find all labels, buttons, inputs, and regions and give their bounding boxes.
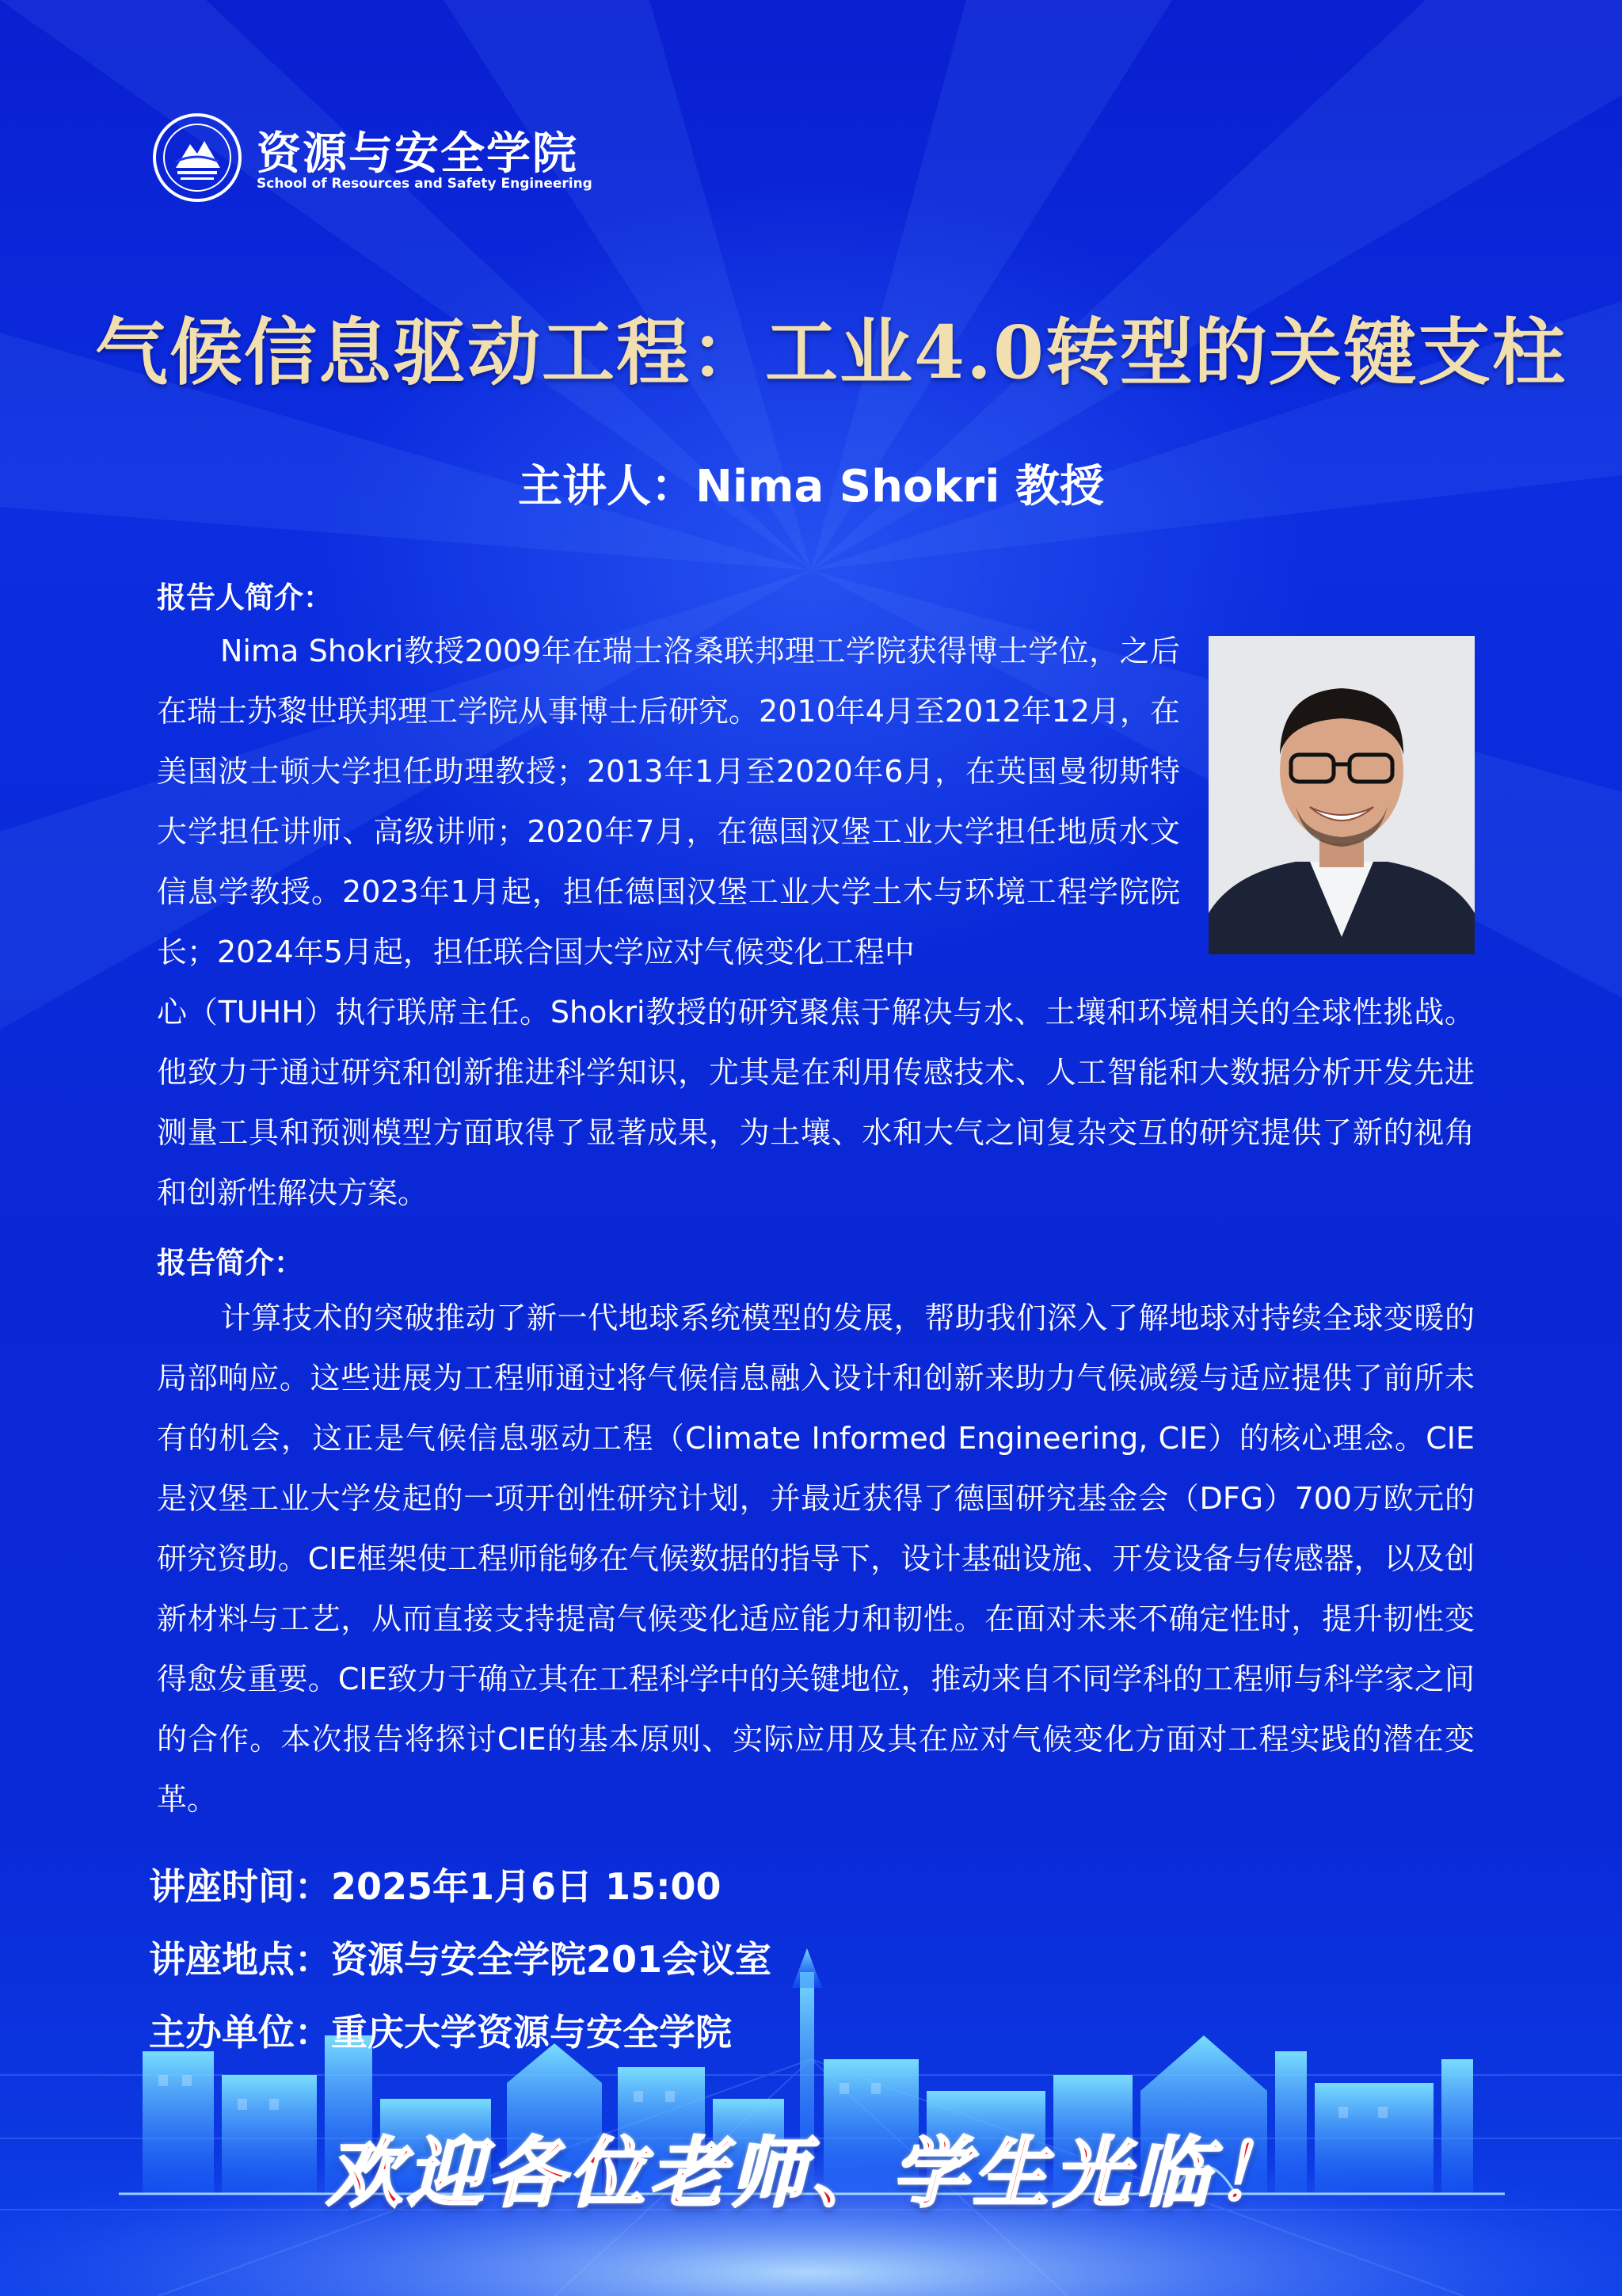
abstract-heading: 报告简介： [157, 1246, 303, 1280]
lecture-time: 讲座时间：2025年1月6日 15:00 [149, 1865, 722, 1908]
bio-paragraph-part1 [157, 621, 1180, 982]
speaker-photo [1209, 636, 1475, 954]
school-logo [152, 112, 592, 208]
abstract-text: 计算技术的突破推动了新一代地球系统模型的发展，帮助我们深入了解地球对持续全球变暖的局部响应。这些进展为工程师通过将气候信息融入设计和创新来助力气候减缓与适应提供了前所未有的机会，这正是气候信息驱动工程（Climate Informed Engineering, CIE）的核心理念。CIE是汉堡工业大学发起的一项开创性研究计划，并最近获得了德国研究基金会（DFG）700万欧元的研究资助。CIE框架使工程师能够在气候数据的指导下，设计基础设施、开发设备与传感器，以及创新材料与工艺，从而直接支持提高气候变化适应能力和韧性。在面对未来不确定性时，提升韧性变得愈发重要。CIE致力于确立其在工程科学中的关键地位，推动来自不同学科的工程师与科学家之间的合作。本次报告将探讨CIE的基本原则、实际应用及其在应对气候变化方面对工程实践的潜在变革。 [157, 1300, 1475, 1817]
school-name-en: School of Resources and Safety Engineering [257, 176, 592, 192]
welcome-banner: 欢迎各位老师、学生光临！ [326, 2128, 1296, 2218]
lecture-host: 主办单位：重庆大学资源与安全学院 [149, 2011, 732, 2054]
abstract-paragraph [157, 1288, 1475, 1830]
portrait-illustration [1209, 636, 1475, 954]
lecture-venue: 讲座地点：资源与安全学院201会议室 [149, 1938, 772, 1981]
bio-paragraph-part2: 心（TUHH）执行联席主任。Shokri教授的研究聚焦于解决与水、土壤和环境相关的全球性挑战。他致力于通过研究和创新推进科学知识，尤其是在利用传感技术、人工智能和大数据分析开发先进测量工具和预测模型方面取得了显著成果，为土壤、水和大气之间复杂交互的研究提供了新的视角和创新性解决方案。 [157, 995, 1475, 1210]
bio-heading: 报告人简介： [157, 581, 333, 615]
bio-text-part1: Nima Shokri教授2009年在瑞士洛桑联邦理工学院获得博士学位，之后在瑞士苏黎世联邦理工学院从事博士后研究。2010年4月至2012年12月，在美国波士顿大学担任助理教授；2013年1月至2020年6月，在英国曼彻斯特大学担任讲师、高级讲师；2020年7月，在德国汉堡工业大学担任地质水文信息学教授。2023年1月起，担任德国汉堡工业大学土木与环境工程学院院长；2024年5月起，担任联合国大学应对气候变化工程中 [157, 634, 1180, 969]
speaker-line: 主讲人：Nima Shokri 教授 [518, 461, 1104, 512]
lecture-title: 气候信息驱动工程：工业4.0转型的关键支柱 [95, 310, 1567, 395]
school-name-cn: 资源与安全学院 [257, 128, 578, 180]
university-seal-icon [152, 112, 242, 203]
